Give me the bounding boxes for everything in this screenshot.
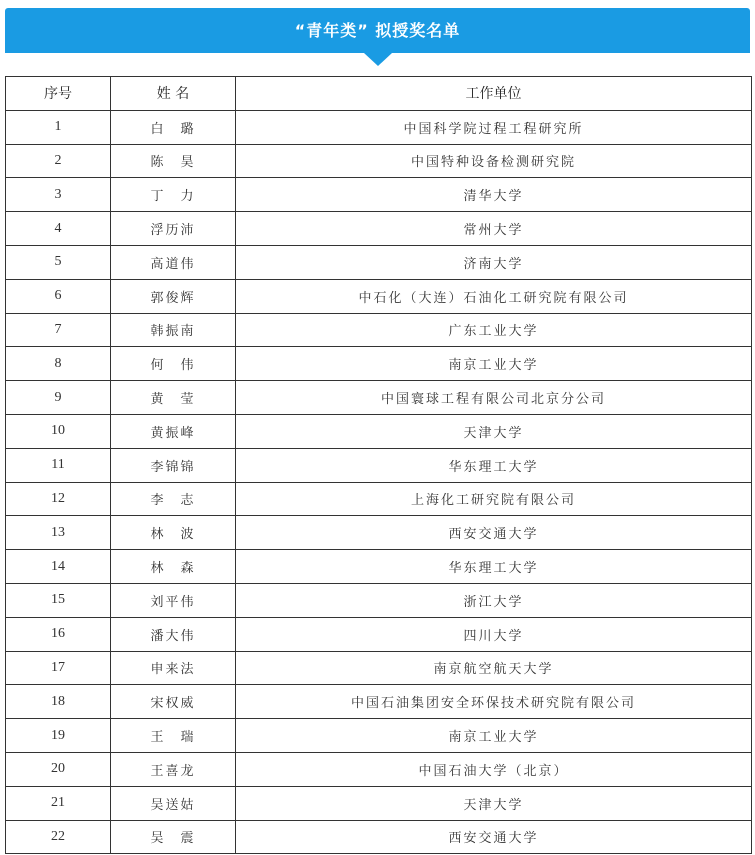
row-number: 5	[6, 245, 111, 279]
row-name: 黄振峰	[111, 414, 236, 448]
row-name: 李 志	[111, 482, 236, 516]
row-organization: 广东工业大学	[236, 313, 752, 347]
table-row	[6, 347, 752, 381]
table-row	[6, 583, 752, 617]
row-organization: 清华大学	[236, 178, 752, 212]
row-number: 2	[6, 144, 111, 178]
row-organization: 中国科学院过程工程研究所	[236, 110, 752, 144]
row-number: 20	[6, 752, 111, 786]
header-num: 序号	[6, 77, 111, 111]
row-organization: 中国特种设备检测研究院	[236, 144, 752, 178]
row-organization: 浙江大学	[236, 583, 752, 617]
table-row	[6, 245, 752, 279]
header-org: 工作单位	[236, 77, 752, 111]
row-name: 王 瑞	[111, 719, 236, 753]
row-organization: 南京航空航天大学	[236, 651, 752, 685]
row-name: 高道伟	[111, 245, 236, 279]
row-organization: 四川大学	[236, 617, 752, 651]
row-name: 郭俊辉	[111, 279, 236, 313]
row-number: 21	[6, 786, 111, 820]
table-row	[6, 482, 752, 516]
row-number: 4	[6, 212, 111, 246]
table-row	[6, 448, 752, 482]
row-name: 潘大伟	[111, 617, 236, 651]
row-organization: 华东理工大学	[236, 550, 752, 584]
table-row	[6, 719, 752, 753]
row-name: 黄 莹	[111, 381, 236, 415]
row-organization: 上海化工研究院有限公司	[236, 482, 752, 516]
row-name: 陈 昊	[111, 144, 236, 178]
row-organization: 南京工业大学	[236, 719, 752, 753]
row-name: 韩振南	[111, 313, 236, 347]
row-name: 浮历沛	[111, 212, 236, 246]
table-row	[6, 381, 752, 415]
section-banner	[5, 8, 750, 53]
row-organization: 济南大学	[236, 245, 752, 279]
row-number: 11	[6, 448, 111, 482]
row-number: 19	[6, 719, 111, 753]
row-number: 8	[6, 347, 111, 381]
table-header-row	[6, 77, 752, 111]
table-row	[6, 685, 752, 719]
table-row	[6, 617, 752, 651]
header-name: 姓 名	[111, 77, 236, 111]
row-organization: 西安交通大学	[236, 820, 752, 854]
row-number: 10	[6, 414, 111, 448]
row-organization: 南京工业大学	[236, 347, 752, 381]
row-number: 15	[6, 583, 111, 617]
table-row	[6, 110, 752, 144]
row-organization: 华东理工大学	[236, 448, 752, 482]
row-name: 刘平伟	[111, 583, 236, 617]
row-number: 16	[6, 617, 111, 651]
row-name: 吴 震	[111, 820, 236, 854]
row-name: 吴送姑	[111, 786, 236, 820]
row-organization: 天津大学	[236, 786, 752, 820]
row-number: 22	[6, 820, 111, 854]
table-row	[6, 212, 752, 246]
row-number: 18	[6, 685, 111, 719]
table-row	[6, 414, 752, 448]
table-row	[6, 144, 752, 178]
banner-title: “青年类” 拟授奖名单	[294, 21, 461, 40]
row-number: 12	[6, 482, 111, 516]
row-name: 宋权威	[111, 685, 236, 719]
table-row	[6, 786, 752, 820]
row-name: 白 璐	[111, 110, 236, 144]
row-name: 申来法	[111, 651, 236, 685]
row-organization: 中国石油大学（北京）	[236, 752, 752, 786]
table-row	[6, 550, 752, 584]
table-row	[6, 820, 752, 854]
table-row	[6, 178, 752, 212]
row-name: 何 伟	[111, 347, 236, 381]
table-row	[6, 279, 752, 313]
row-number: 14	[6, 550, 111, 584]
row-organization: 常州大学	[236, 212, 752, 246]
table-row	[6, 313, 752, 347]
table-row	[6, 516, 752, 550]
row-name: 李锦锦	[111, 448, 236, 482]
row-number: 13	[6, 516, 111, 550]
table-row	[6, 651, 752, 685]
row-organization: 中国石油集团安全环保技术研究院有限公司	[236, 685, 752, 719]
row-number: 9	[6, 381, 111, 415]
table-body	[6, 110, 752, 854]
banner-pointer-arrow	[364, 53, 392, 66]
row-name: 丁 力	[111, 178, 236, 212]
row-number: 17	[6, 651, 111, 685]
row-number: 3	[6, 178, 111, 212]
row-name: 林 波	[111, 516, 236, 550]
row-number: 7	[6, 313, 111, 347]
row-name: 林 森	[111, 550, 236, 584]
row-organization: 中石化（大连）石油化工研究院有限公司	[236, 279, 752, 313]
row-name: 王喜龙	[111, 752, 236, 786]
row-organization: 中国寰球工程有限公司北京分公司	[236, 381, 752, 415]
row-number: 6	[6, 279, 111, 313]
row-number: 1	[6, 110, 111, 144]
table-row	[6, 752, 752, 786]
row-organization: 西安交通大学	[236, 516, 752, 550]
award-list-table	[5, 76, 752, 854]
row-organization: 天津大学	[236, 414, 752, 448]
